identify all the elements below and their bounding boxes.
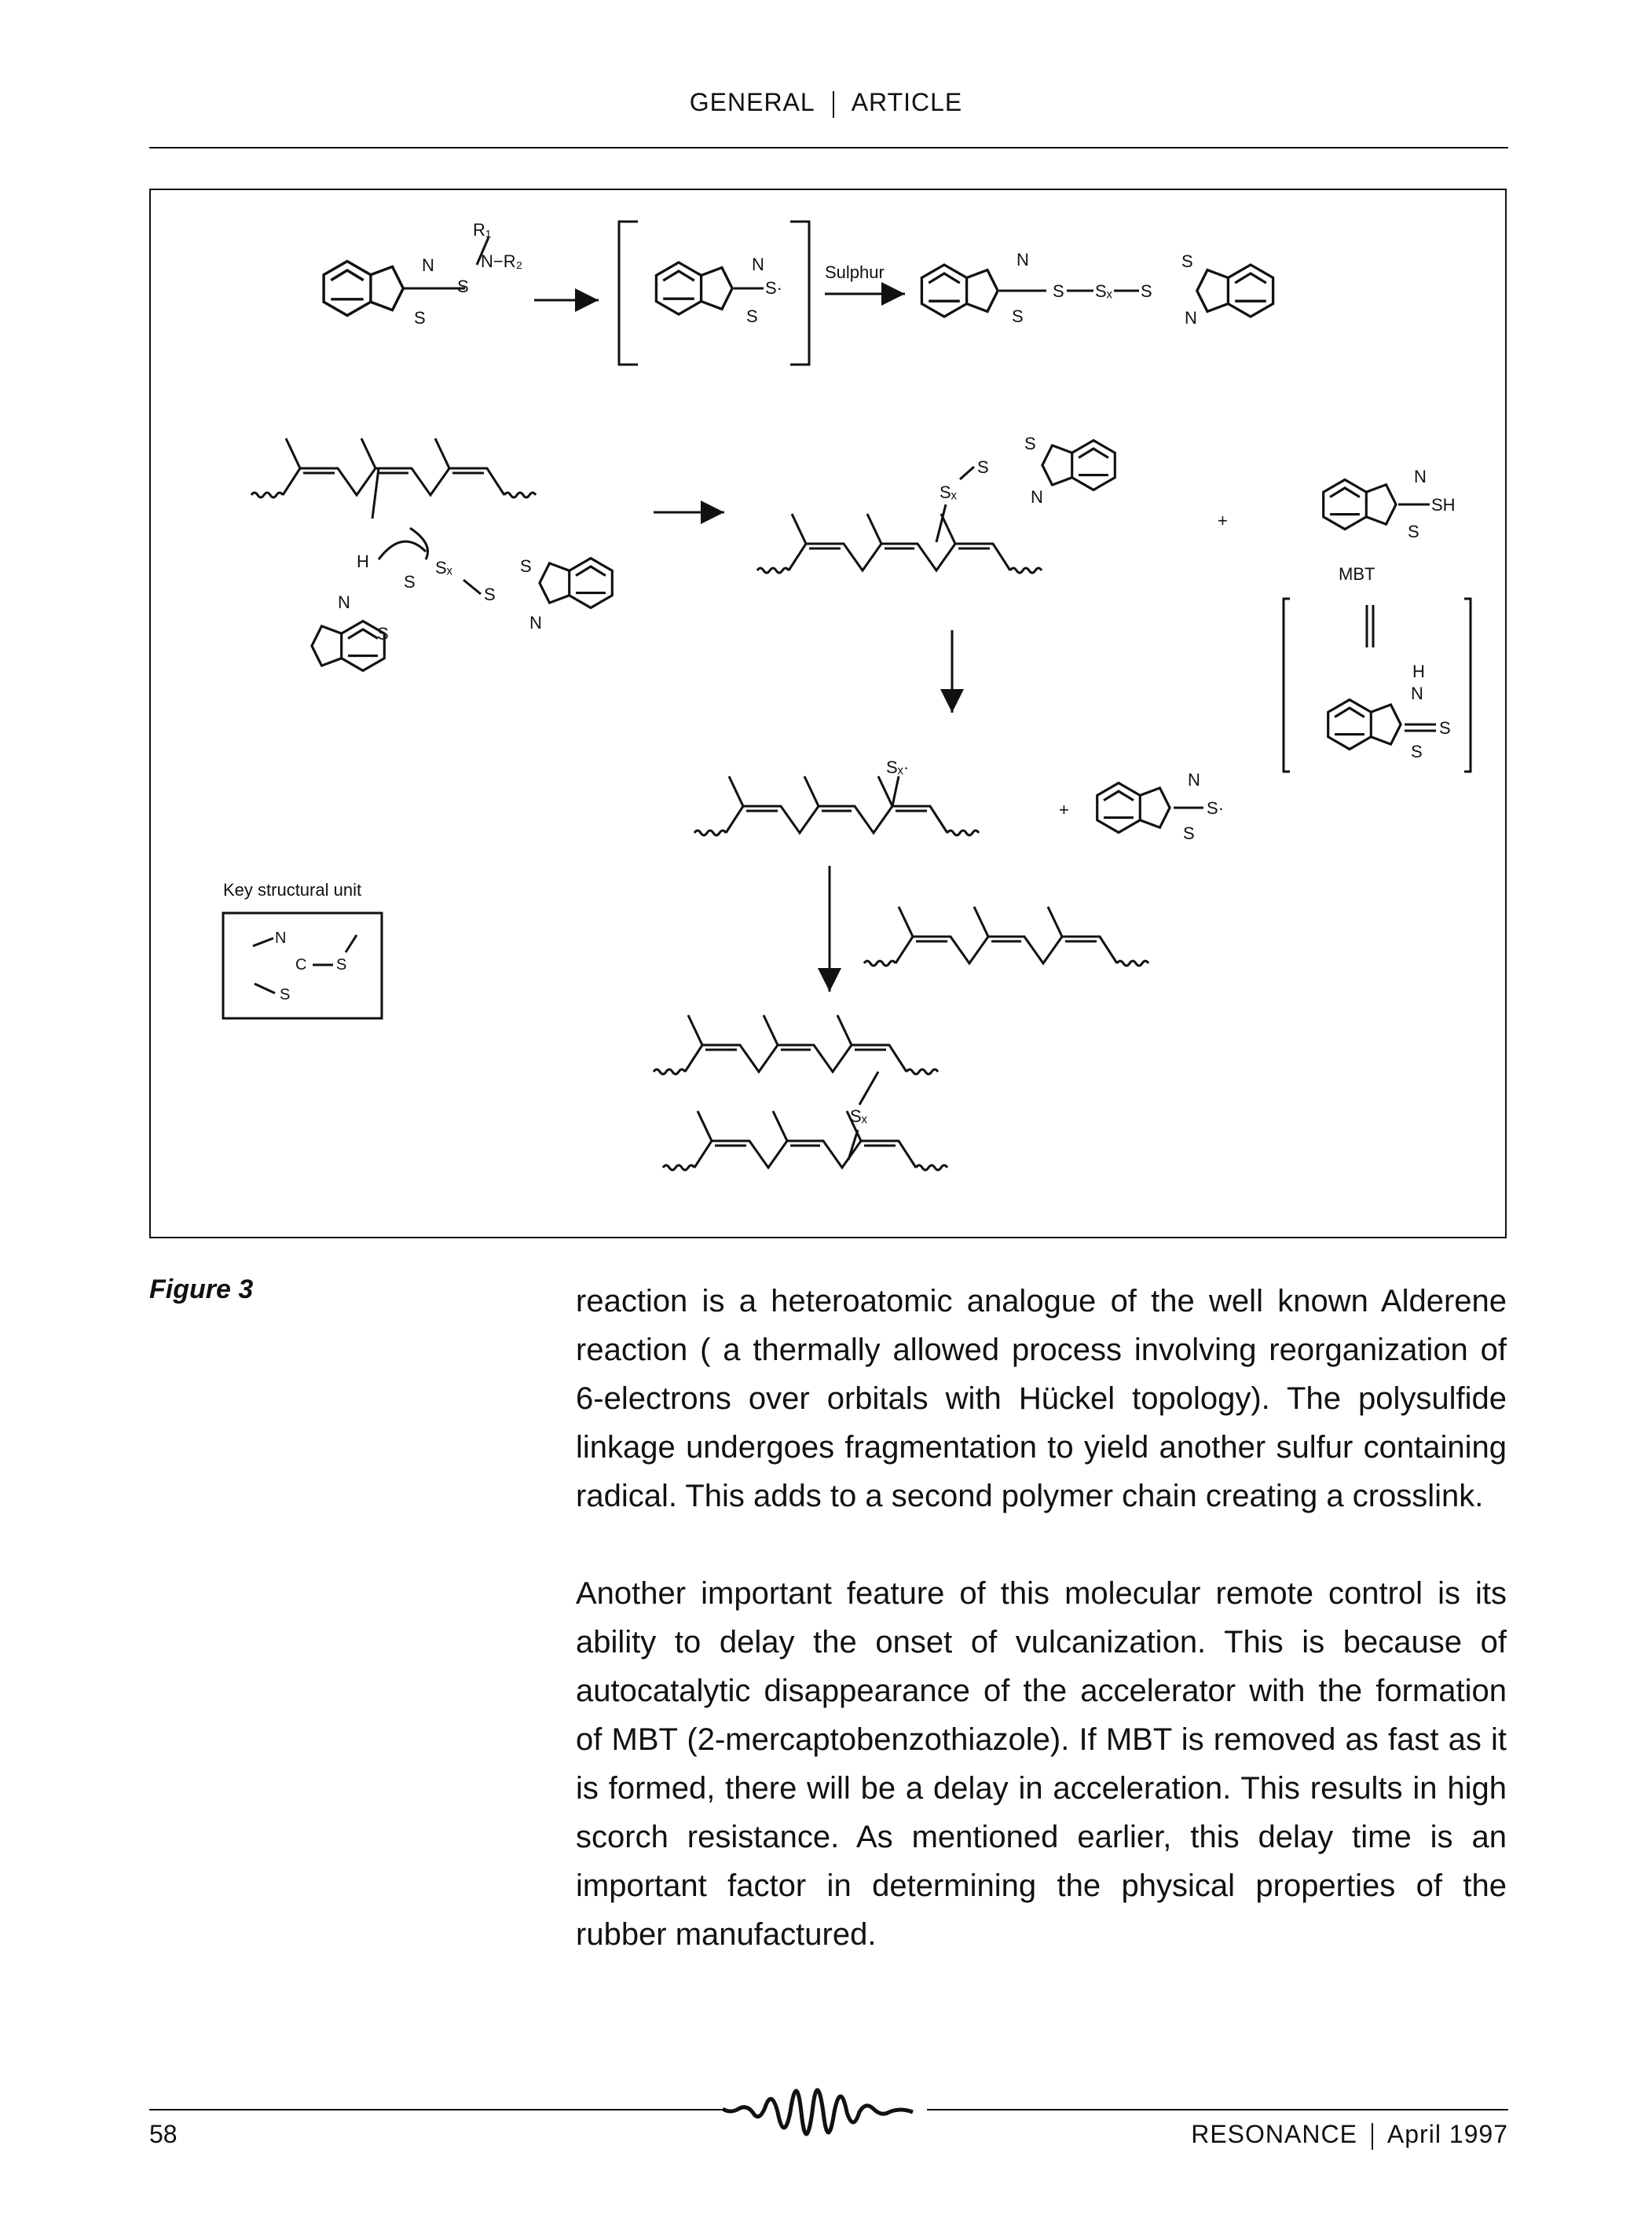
footer-separator	[1372, 2123, 1373, 2150]
mbt-label: MBT	[1339, 564, 1375, 584]
label-s: S	[1181, 251, 1193, 271]
header-rule	[149, 147, 1508, 149]
label-s: S	[1411, 742, 1423, 761]
label-n: N	[1411, 684, 1423, 703]
label-n: N	[422, 255, 434, 275]
label-h: H	[357, 552, 369, 571]
journal-issue	[1191, 2120, 1508, 2150]
label-n: N	[1016, 250, 1029, 270]
accelerator-molecule	[324, 220, 522, 328]
label-n: N	[1414, 467, 1427, 486]
footer-rule	[927, 2109, 1508, 2110]
label-s: S	[377, 624, 389, 644]
label-s-radical: S·	[1207, 798, 1224, 818]
label-sh: SH	[1431, 495, 1456, 515]
figure-caption: Figure 3	[149, 1274, 254, 1304]
label-s: S	[1012, 306, 1024, 326]
paragraph-2: Another important feature of this molecular remote control is its ability to delay the onset of vulcanization. This is because of autocatalytic disappearance of the accelerator with the formation of MBT (2-mercaptobenzothiazole). If MBT is removed as fast as it is formed, there will be a delay in acceleration. This results in high scorch resistance. As mentioned earlier, this delay time is an important factor in determining the physical properties of the rubber manufactured.	[576, 1576, 1507, 1952]
issue-date: April 1997	[1386, 2120, 1508, 2148]
label-s: S	[520, 556, 532, 576]
header-section: GENERAL	[689, 88, 815, 116]
sulfenyl-radical-chain	[694, 776, 979, 835]
figure-3-reaction-scheme	[149, 189, 1507, 1238]
sulfenyl-radical	[886, 757, 1224, 843]
label-h: H	[1412, 662, 1425, 681]
label-sx-radical: Sₓ·	[886, 757, 910, 777]
crosslinked-chain-upper	[654, 1015, 938, 1074]
label-n: N	[752, 255, 764, 274]
label-n: N	[1188, 770, 1200, 790]
label-s: S	[280, 986, 291, 1003]
benzothiazolyl-radical-bracket	[619, 222, 809, 365]
polymer-chain	[251, 438, 536, 497]
article-body	[576, 1277, 1507, 2008]
label-n-r2: N−R₂	[481, 251, 523, 271]
label-s: S	[1024, 434, 1036, 453]
label-n: N	[275, 930, 287, 947]
running-header	[0, 88, 1652, 118]
reaction-diagram	[151, 190, 1505, 1237]
mbt-thiol	[1284, 467, 1471, 772]
crosslinked-chain-lower	[663, 1111, 947, 1170]
label-sx: Sₓ	[1095, 281, 1112, 301]
label-s: S	[1183, 823, 1195, 843]
plus-sign: +	[1059, 800, 1069, 820]
header-type: ARTICLE	[851, 88, 963, 116]
ene-transition-state	[312, 468, 612, 671]
sulphur-label: Sulphur	[825, 262, 885, 282]
page-number: 58	[149, 2120, 178, 2148]
label-sx: Sₓ	[435, 558, 452, 578]
label-s: S	[977, 457, 989, 477]
label-s: S	[336, 956, 347, 974]
label-s: S	[1053, 281, 1064, 301]
label-c: C	[295, 956, 307, 974]
label-s: S	[414, 308, 426, 328]
label-s: S	[746, 306, 758, 326]
label-s: S	[457, 277, 469, 296]
label-r1: R₁	[473, 220, 492, 240]
journal-name: RESONANCE	[1191, 2120, 1357, 2148]
header-separator	[833, 91, 834, 118]
label-sx: Sₓ	[940, 482, 957, 502]
label-s: S	[1439, 718, 1451, 738]
label-sx: Sₓ	[850, 1106, 867, 1126]
second-polymer-chain	[864, 907, 1148, 966]
polysulfide-product	[921, 250, 1273, 328]
pendant-polysulfide-chain	[757, 514, 1042, 573]
label-s: S	[1408, 522, 1419, 541]
plus-sign: +	[1218, 511, 1228, 530]
label-s-radical: S·	[765, 278, 782, 298]
label-s: S	[484, 585, 496, 604]
label-n: N	[529, 613, 542, 633]
label-s: S	[404, 572, 416, 592]
label-s: S	[1141, 281, 1152, 301]
label-n: N	[338, 592, 350, 612]
key-structural-unit	[223, 880, 382, 1018]
paragraph-1: reaction is a heteroatomic analogue of the well known Alderene reaction ( a thermally allowed process involving reorganization of 6-electrons over orbitals with Hückel topology). The polysulfide linkage undergoes fragmentation to yield another sulfur containing radical. This adds to a second polymer chain creating a crosslink.	[576, 1284, 1507, 1513]
resonance-wave-logo	[723, 2057, 929, 2167]
key-unit-label: Key structural unit	[223, 880, 362, 900]
pendant-benzothiazole	[936, 434, 1115, 542]
label-n: N	[1031, 487, 1043, 507]
label-n: N	[1185, 308, 1197, 328]
footer-rule	[149, 2109, 723, 2110]
